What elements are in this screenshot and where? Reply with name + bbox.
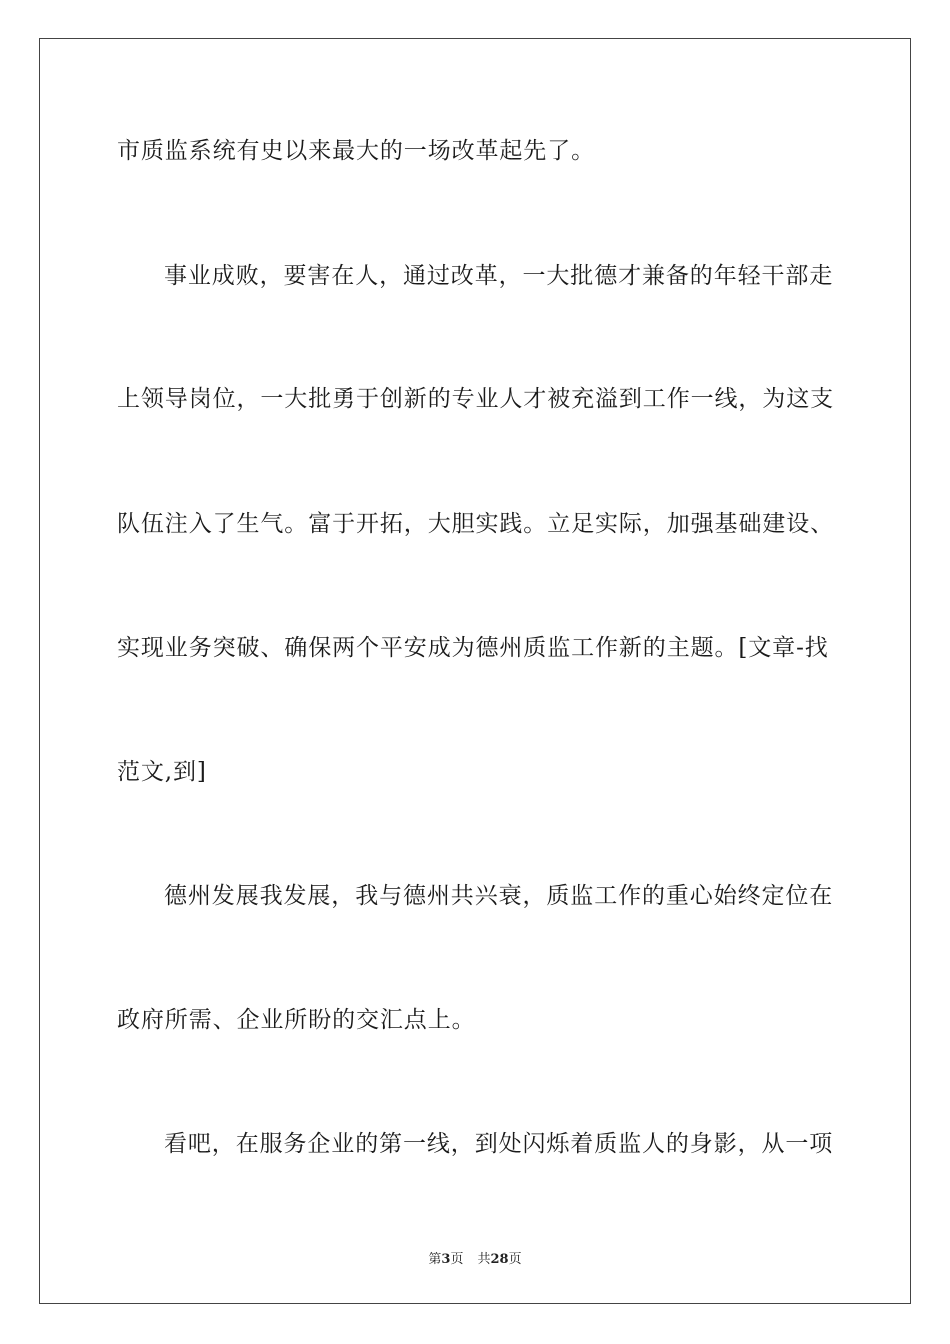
body-text-line: 队伍注入了生气。富于开拓，大胆实践。立足实际，加强基础建设、 (117, 511, 834, 537)
current-page-number: 3 (441, 1252, 451, 1267)
page-border (39, 38, 911, 1304)
body-text-line: 德州发展我发展，我与德州共兴衰，质监工作的重心始终定位在 (164, 883, 834, 909)
body-text-line: 范文,到] (117, 759, 207, 785)
footer-total-unit: 页 (508, 1252, 522, 1267)
total-pages-number: 28 (490, 1252, 509, 1267)
body-text-line: 看吧，在服务企业的第一线，到处闪烁着质监人的身影，从一项 (164, 1131, 834, 1157)
body-text-line: 市质监系统有史以来最大的一场改革起先了。 (117, 138, 595, 164)
body-text-line: 政府所需、企业所盼的交汇点上。 (117, 1007, 476, 1033)
footer-total-prefix: 共 (477, 1252, 491, 1267)
body-text-line: 上领导岗位，一大批勇于创新的专业人才被充溢到工作一线，为这支 (117, 386, 834, 412)
page-footer (0, 1248, 950, 1267)
body-text-line: 实现业务突破、确保两个平安成为德州质监工作新的主题。[文章-找 (117, 635, 829, 661)
footer-prefix: 第 (428, 1252, 442, 1267)
footer-page-unit: 页 (450, 1252, 464, 1267)
body-text-line: 事业成败，要害在人，通过改革，一大批德才兼备的年轻干部走 (164, 263, 834, 289)
